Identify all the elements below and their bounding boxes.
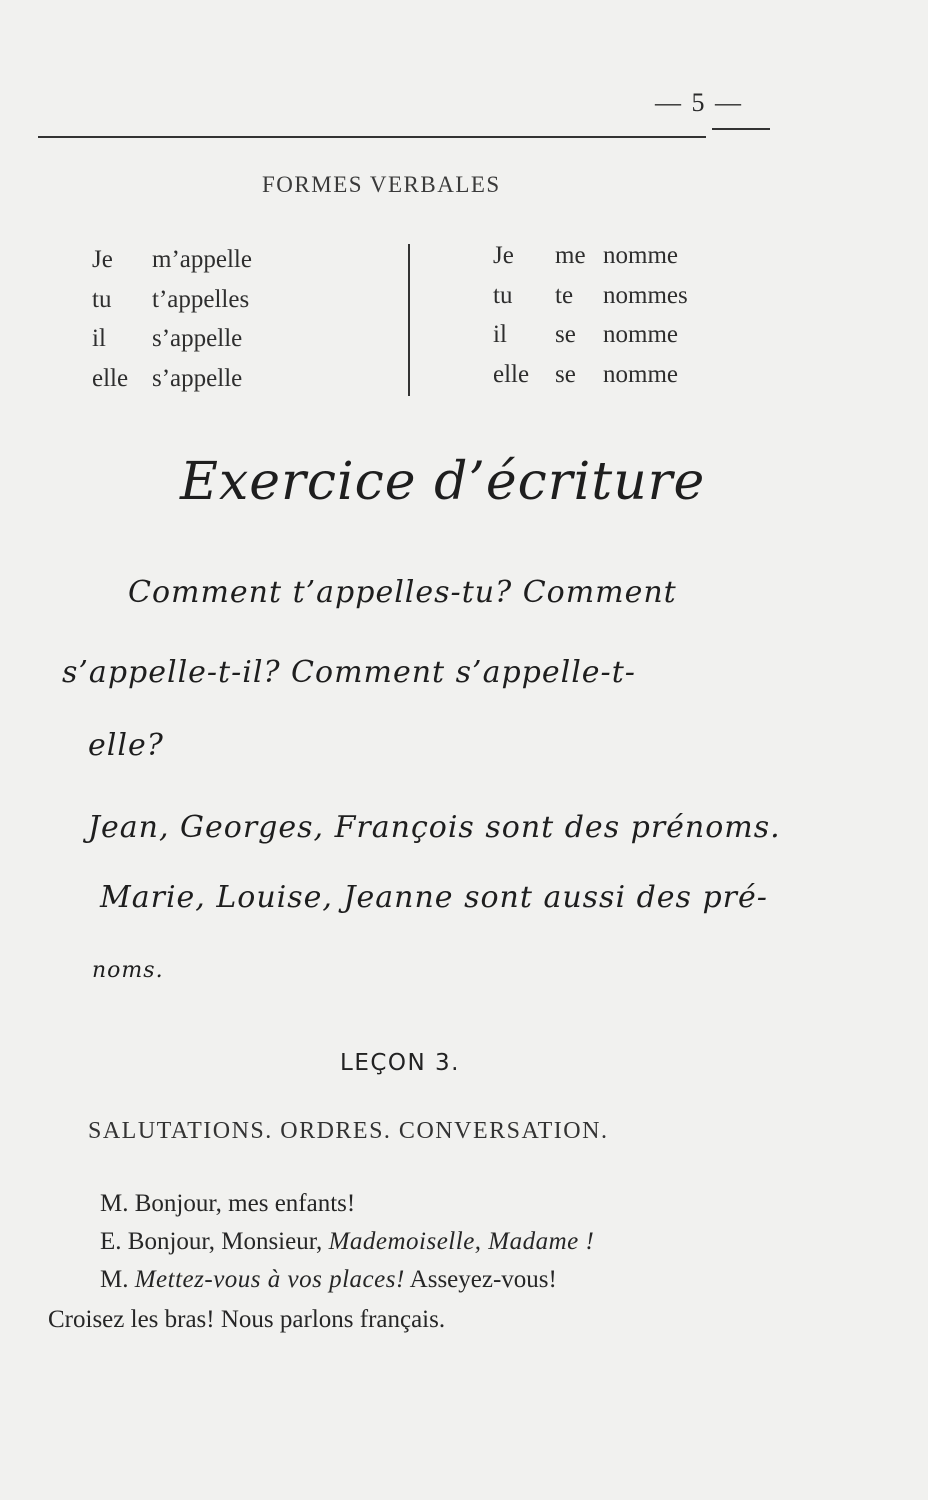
reflexive-pronoun: te <box>555 281 574 309</box>
dialog-text: Asseyez-vous! <box>409 1266 557 1293</box>
dialog-text: Bonjour, Monsieur, <box>127 1228 323 1255</box>
dialog-line <box>100 1266 557 1294</box>
speaker: M. <box>100 1266 129 1293</box>
pronoun: Je <box>493 242 514 269</box>
lesson-title: LEÇON 3. <box>340 1050 460 1076</box>
conjugation-row <box>493 361 688 401</box>
script-line: noms. <box>92 958 164 983</box>
page-number: — 5 — <box>655 88 743 117</box>
conjugation-row <box>493 282 688 322</box>
dialog-line <box>100 1228 594 1256</box>
verb-form: nommes <box>603 281 688 309</box>
reflexive-pronoun: se <box>555 321 576 348</box>
dialog-line <box>48 1306 445 1334</box>
pronoun: il <box>493 321 507 348</box>
conjugation-row <box>92 325 252 365</box>
script-line: Comment t’appelles-tu? Comment <box>128 575 677 610</box>
conjugation-appeler <box>92 246 252 404</box>
page-number-rule <box>712 128 770 130</box>
reflexive-pronoun: se <box>555 360 576 388</box>
conjugation-row <box>493 321 688 361</box>
speaker: M. <box>100 1190 129 1217</box>
verb-form: nomme <box>603 321 678 348</box>
pronoun: il <box>92 325 106 352</box>
verb-form: nomme <box>603 360 678 388</box>
verb-form: nomme <box>603 242 678 269</box>
script-line: Marie, Louise, Jeanne sont aussi des pré- <box>100 880 768 915</box>
script-line: elle? <box>88 728 164 763</box>
column-divider <box>408 244 410 396</box>
verb-form: s’appelle <box>152 325 243 352</box>
conjugation-row <box>493 242 688 282</box>
verb-form: m’appelle <box>152 246 252 273</box>
reflexive-pronoun: me <box>555 242 586 269</box>
dialog-italic-text: Mettez-vous à vos places! <box>134 1266 405 1293</box>
dialog-line <box>100 1190 355 1218</box>
conjugation-row <box>92 365 252 405</box>
dialog-italic-text: Mademoiselle, Madame ! <box>328 1228 595 1255</box>
pronoun: Je <box>92 246 113 273</box>
script-line: s’appelle-t-il? Comment s’appelle-t- <box>62 655 636 690</box>
header-rule <box>38 136 706 138</box>
lesson-subtitle: SALUTATIONS. ORDRES. CONVERSATION. <box>88 1118 609 1144</box>
pronoun: elle <box>92 364 129 392</box>
conjugation-row <box>92 246 252 286</box>
writing-exercise-title: Exercice d’écriture <box>180 452 706 512</box>
pronoun: elle <box>493 360 530 388</box>
speaker: E. <box>100 1228 122 1255</box>
pronoun: tu <box>92 285 112 313</box>
pronoun: tu <box>493 281 513 309</box>
script-line: Jean, Georges, François sont des prénoms. <box>88 810 781 845</box>
dialog-text: Bonjour, mes enfants! <box>134 1190 356 1217</box>
conjugation-nommer <box>493 242 688 400</box>
verbal-forms-title: FORMES VERBALES <box>262 172 501 197</box>
verb-form: s’appelle <box>152 364 243 392</box>
dialog-text: Croisez les bras! Nous parlons français. <box>48 1306 446 1333</box>
verb-form: t’appelles <box>152 285 250 313</box>
conjugation-row <box>92 286 252 326</box>
